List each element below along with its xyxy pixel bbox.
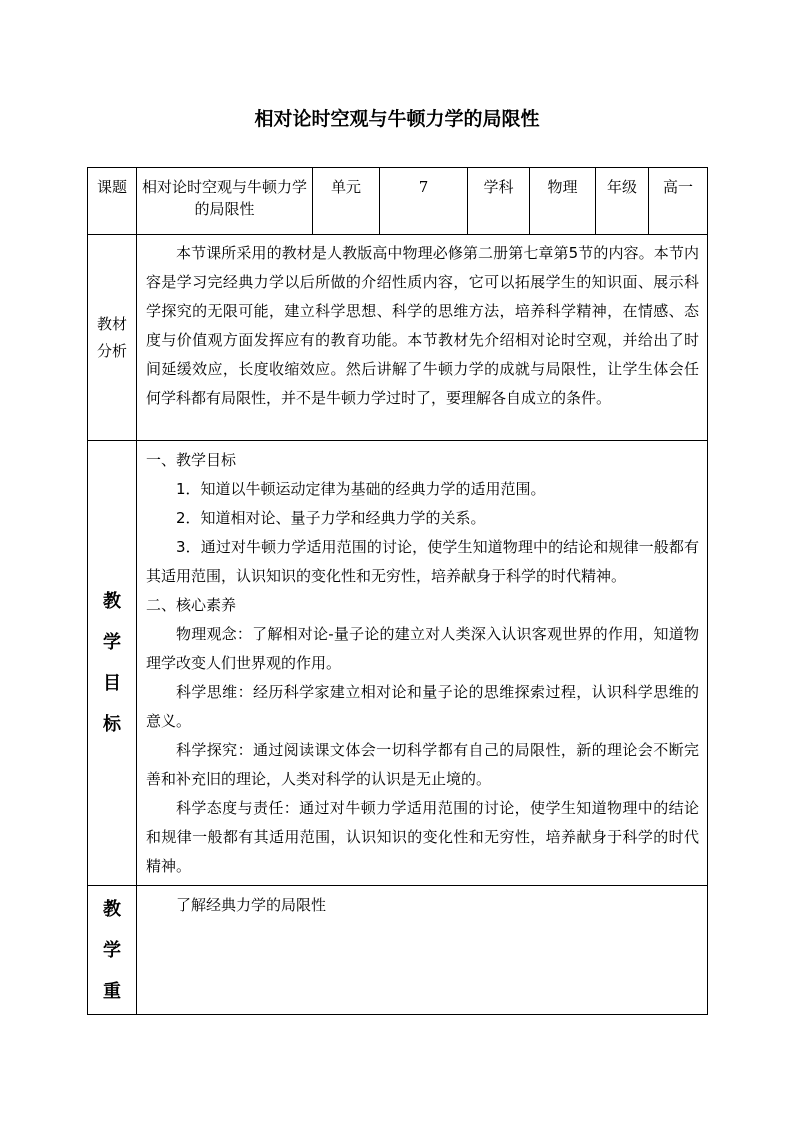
teaching-goals-label-char: 标 bbox=[103, 714, 121, 735]
material-analysis-label-text: 教材分析 bbox=[96, 314, 127, 360]
document-title: 相对论时空观与牛顿力学的局限性 bbox=[254, 108, 540, 130]
teaching-goals-cell bbox=[137, 441, 708, 886]
unit-value: 7 bbox=[380, 168, 468, 235]
key-points-label-char: 重 bbox=[103, 980, 121, 1002]
teaching-goals-label-char: 目 bbox=[103, 673, 121, 694]
teaching-goals-row bbox=[88, 441, 708, 886]
teaching-goals-label bbox=[88, 441, 137, 886]
key-points-row bbox=[88, 886, 708, 1015]
teaching-goals-label-char: 学 bbox=[103, 632, 121, 653]
teaching-goals-label-char: 教 bbox=[103, 591, 121, 612]
literacy-section-heading: 二、核心素养 bbox=[146, 596, 237, 614]
key-points-label bbox=[88, 886, 137, 1015]
material-analysis-row bbox=[88, 235, 708, 441]
goals-section-heading: 一、教学目标 bbox=[146, 451, 237, 469]
literacy-item: 科学探究：通过阅读课文体会一切科学都有自己的局限性，新的理论会不断完善和补充旧的理论，人类对科学的认识是无止境的。 bbox=[146, 741, 699, 788]
material-analysis-text: 本节课所采用的教材是人教版高中物理必修第二册第七章第5节的内容。本节内容是学习完经典力学以后所做的介绍性质内容，它可以拓展学生的知识面、展示科学探究的无限可能，建立科学思想、科学的思维方法，培养科学精神，在情感、态度与价值观方面发挥应有的教育功能。本节教材先介绍相对论时空观，并给出了时间延缓效应，长度收缩效应。然后讲解了牛顿力学的成就与局限性，让学生体会任何学科都有局限性，并不是牛顿力学过时了，要理解各自成立的条件。 bbox=[146, 244, 699, 407]
material-analysis-label bbox=[88, 235, 137, 441]
grade-value: 高一 bbox=[649, 168, 708, 235]
goal-item: 2．知道相对论、量子力学和经典力学的关系。 bbox=[176, 509, 486, 527]
subject-value: 物理 bbox=[530, 168, 596, 235]
goal-item: 3．通过对牛顿力学适用范围的讨论，使学生知道物理中的结论和规律一般都有其适用范围，认识知识的变化性和无穷性，培养献身于科学的时代精神。 bbox=[146, 538, 699, 585]
literacy-item: 物理观念：了解相对论-量子论的建立对人类深入认识客观世界的作用，知道物理学改变人们世界观的作用。 bbox=[146, 625, 699, 672]
goal-item: 1．知道以牛顿运动定律为基础的经典力学的适用范围。 bbox=[176, 480, 546, 498]
key-points-label-char: 学 bbox=[103, 939, 121, 961]
key-points-cell bbox=[137, 886, 708, 1015]
literacy-item: 科学思维：经历科学家建立相对论和量子论的思维探索过程，认识科学思维的意义。 bbox=[146, 683, 699, 730]
topic-value: 相对论时空观与牛顿力学的局限性 bbox=[137, 168, 313, 235]
topic-label: 课题 bbox=[88, 168, 137, 235]
header-row bbox=[88, 168, 708, 235]
key-points-text: 了解经典力学的局限性 bbox=[176, 896, 327, 914]
lesson-plan-table bbox=[87, 167, 708, 1015]
unit-label: 单元 bbox=[313, 168, 380, 235]
key-points-label-char: 教 bbox=[103, 898, 121, 920]
subject-label: 学科 bbox=[468, 168, 530, 235]
grade-label: 年级 bbox=[596, 168, 649, 235]
material-analysis-cell bbox=[137, 235, 708, 441]
literacy-item: 科学态度与责任：通过对牛顿力学适用范围的讨论，使学生知道物理中的结论和规律一般都有其适用范围，认识知识的变化性和无穷性，培养献身于科学的时代精神。 bbox=[146, 799, 699, 875]
